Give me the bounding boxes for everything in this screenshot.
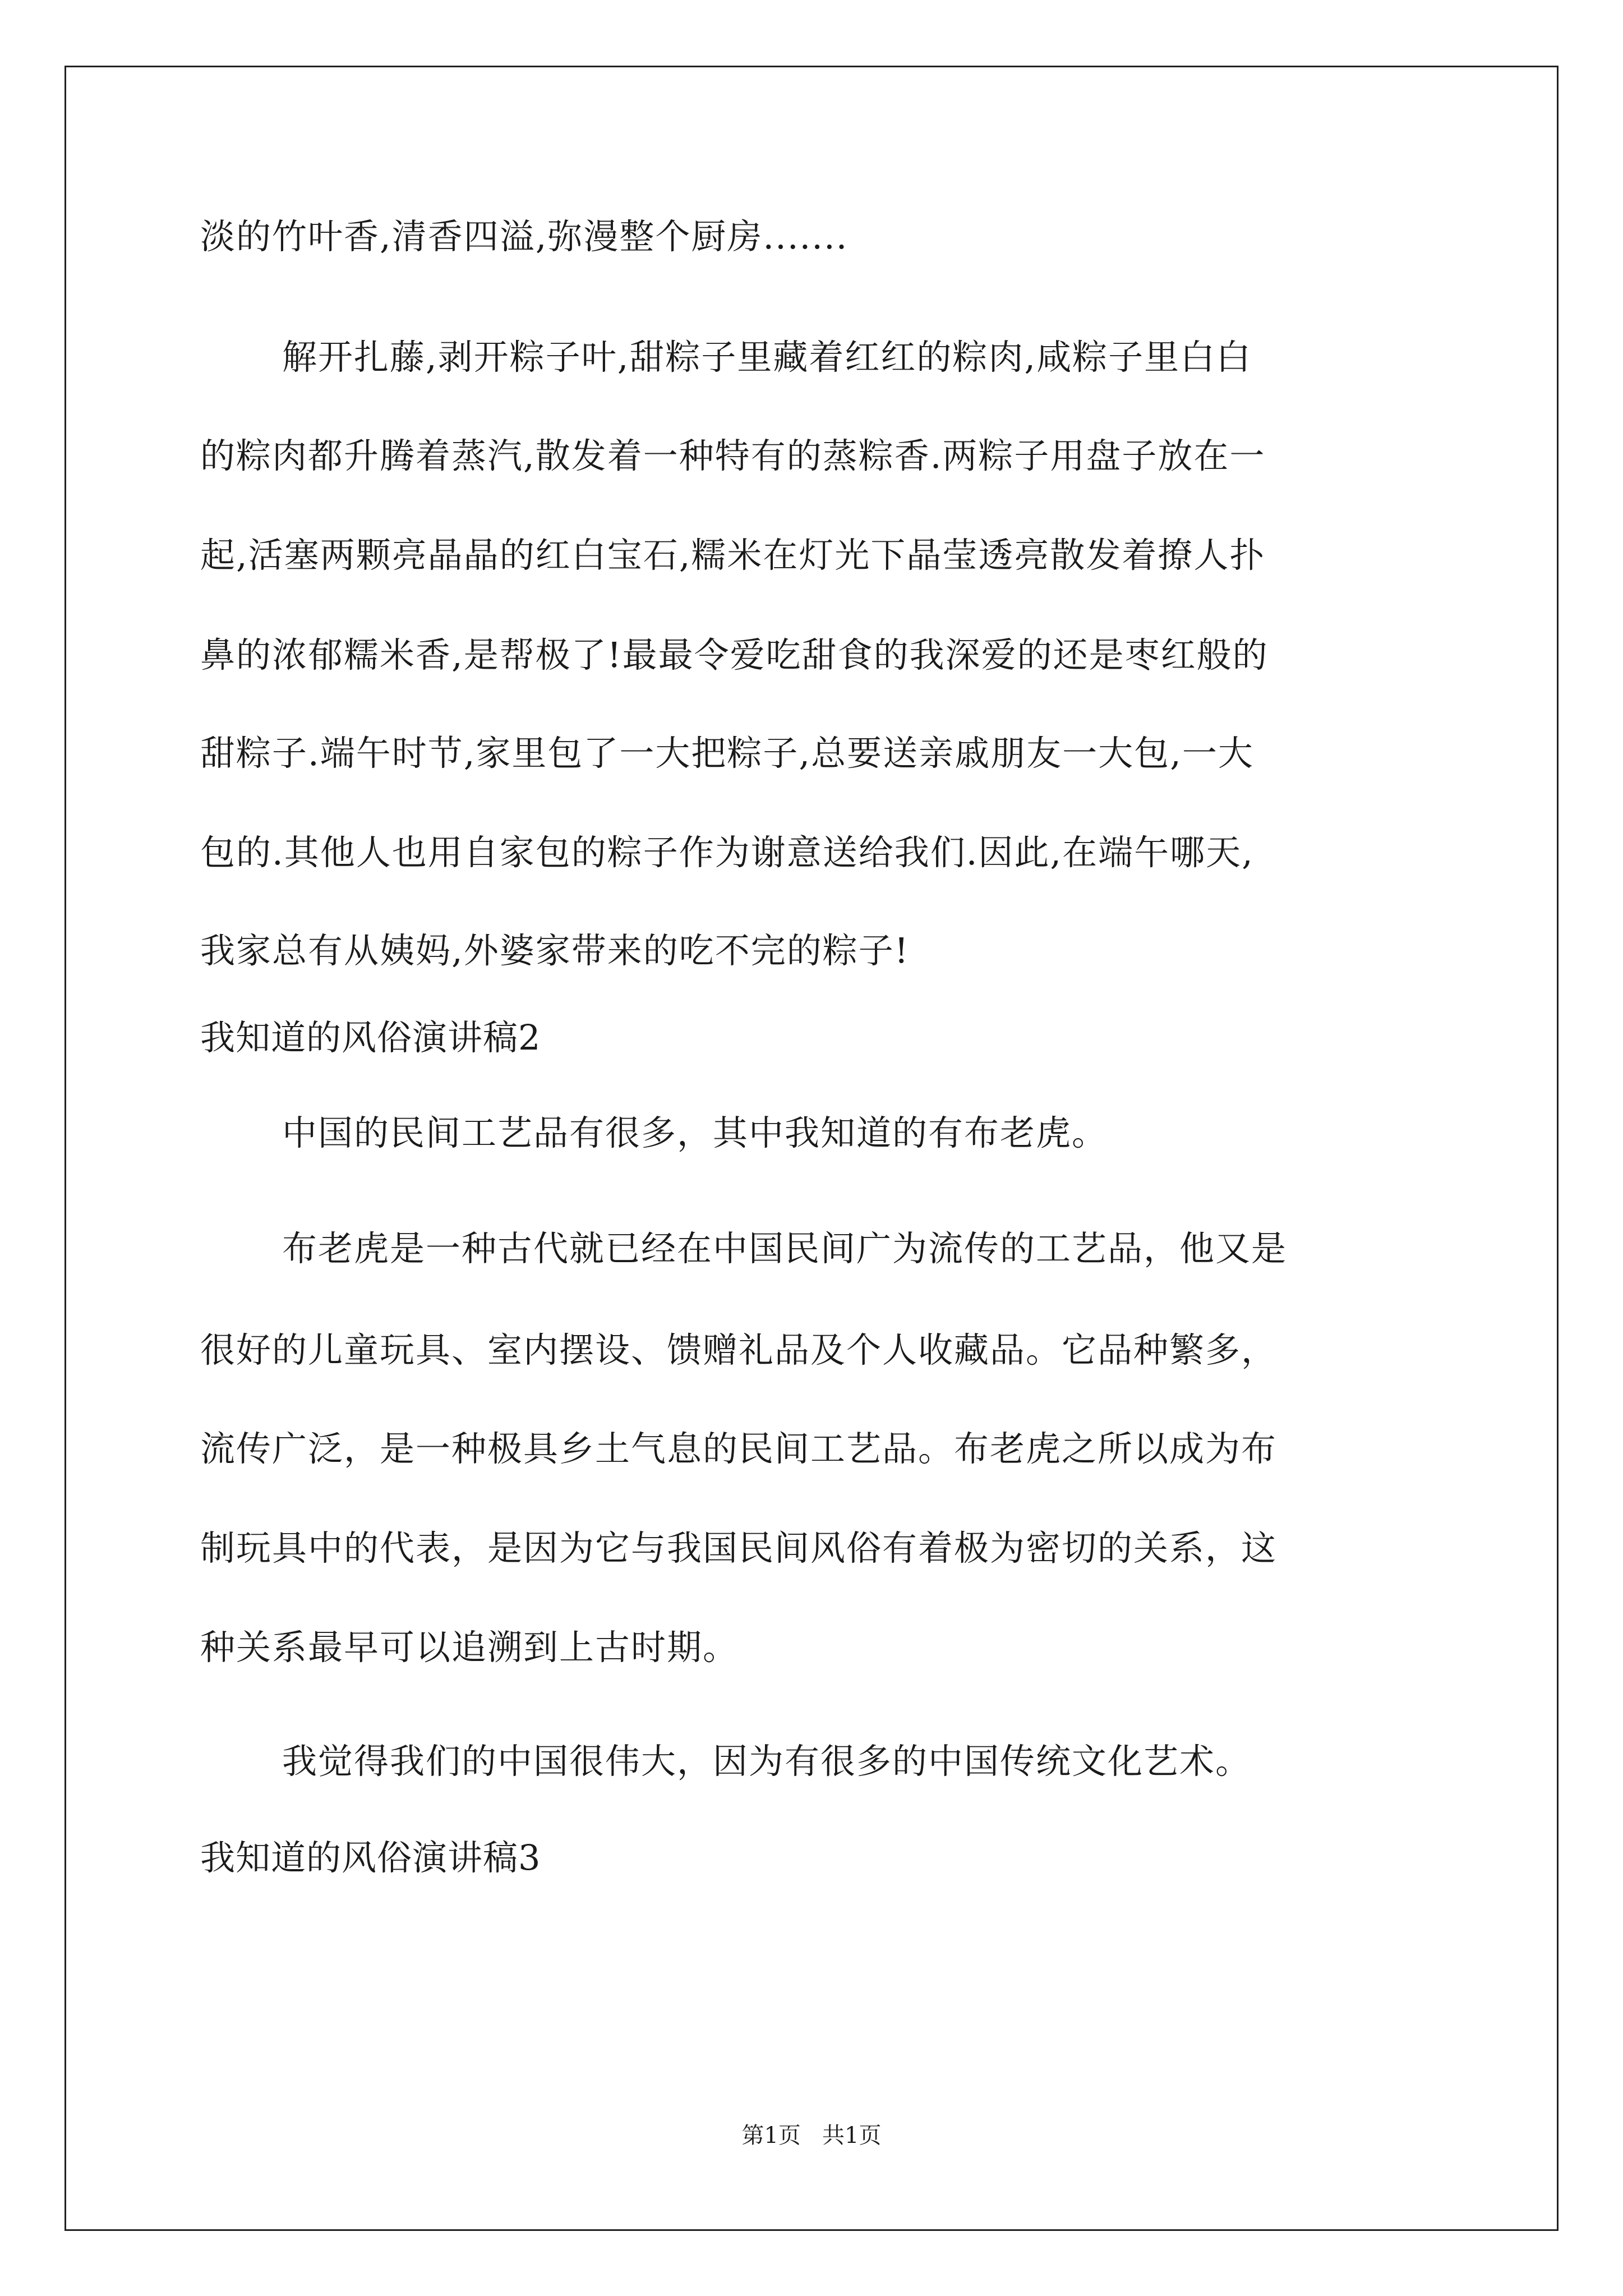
paragraph-line: 甜粽子.端午时节,家里包了一大把粽子,总要送亲戚朋友一大包,一大 <box>200 733 1254 774</box>
paragraph-line: 中国的民间工艺品有很多，其中我知道的有布老虎。 <box>282 1112 1108 1153</box>
paragraph-line: 我觉得我们的中国很伟大，因为有很多的中国传统文化艺术。 <box>282 1741 1252 1782</box>
paragraph-line: 很好的儿童玩具、室内摆设、馈赠礼品及个人收藏品。它品种繁多， <box>200 1329 1278 1370</box>
section-heading: 我知道的风俗演讲稿2 <box>200 1017 541 1058</box>
paragraph-line: 制玩具中的代表，是因为它与我国民间风俗有着极为密切的关系，这 <box>200 1527 1278 1568</box>
paragraph-line: 布老虎是一种古代就已经在中国民间广为流传的工艺品，他又是 <box>282 1228 1288 1269</box>
section-heading: 我知道的风俗演讲稿3 <box>200 1837 541 1878</box>
paragraph-line: 我家总有从姨妈,外婆家带来的吃不完的粽子! <box>200 930 910 971</box>
paragraph-line: 淡的竹叶香,清香四溢,弥漫整个厨房....... <box>200 216 849 257</box>
paragraph-line: 解开扎藤,剥开粽子叶,甜粽子里藏着红红的粽肉,咸粽子里白白 <box>282 337 1252 378</box>
paragraph-line: 包的.其他人也用自家包的粽子作为谢意送给我们.因此,在端午哪天, <box>200 832 1254 873</box>
paragraph-line: 起,活塞两颗亮晶晶的红白宝石,糯米在灯光下晶莹透亮散发着撩人扑 <box>200 535 1266 576</box>
page-number-footer: 第1页 共1页 <box>741 2123 882 2148</box>
paragraph-line: 的粽肉都升腾着蒸汽,散发着一种特有的蒸粽香.两粽子用盘子放在一 <box>200 435 1266 476</box>
paragraph-line: 流传广泛，是一种极具乡土气息的民间工艺品。布老虎之所以成为布 <box>200 1428 1278 1469</box>
paragraph-line: 鼻的浓郁糯米香,是帮极了!最最令爱吃甜食的我深爱的还是枣红般的 <box>200 634 1269 675</box>
paragraph-line: 种关系最早可以追溯到上古时期。 <box>200 1627 739 1668</box>
